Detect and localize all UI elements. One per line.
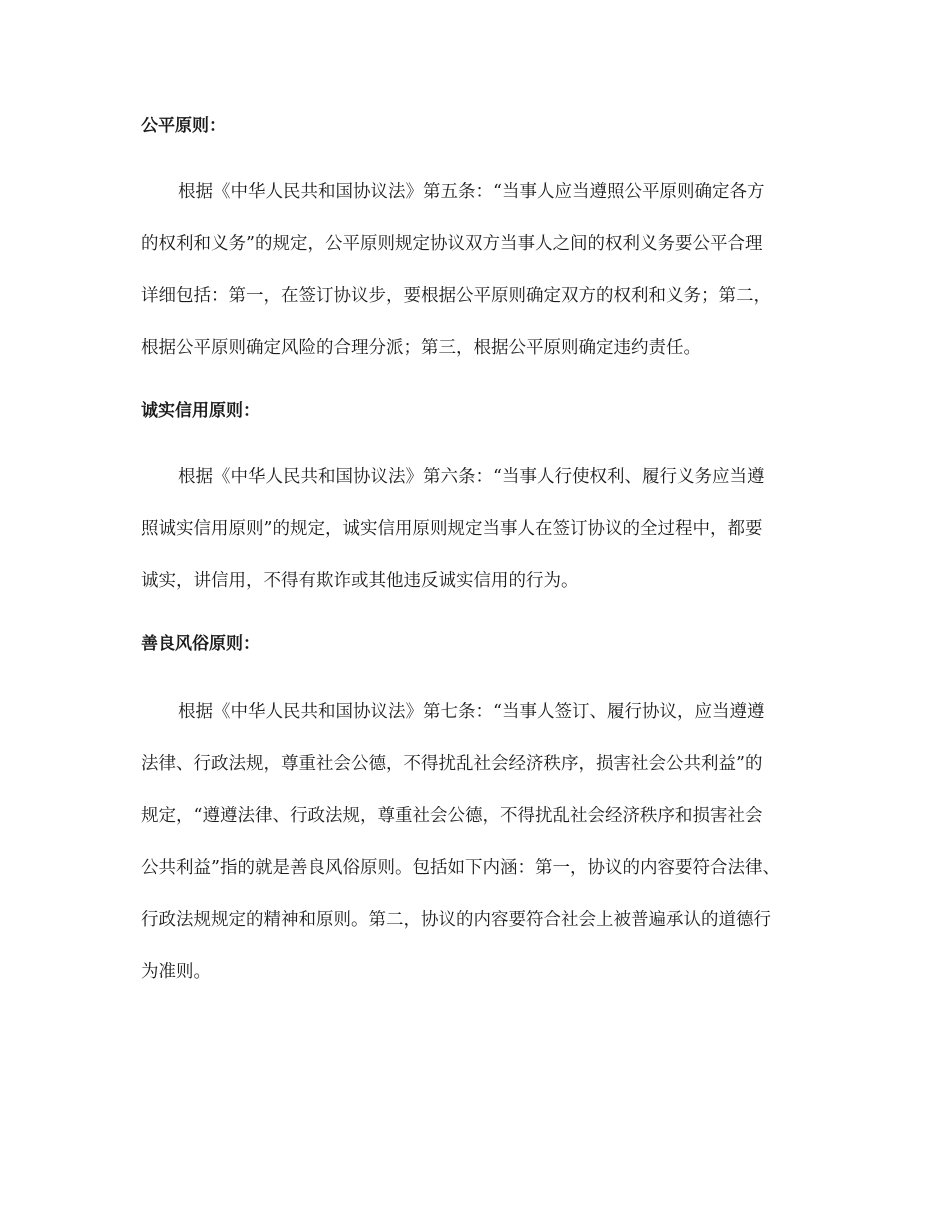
- section-heading-fairness: 公平原则：: [141, 116, 226, 136]
- paragraph-line: 法律、行政法规，尊重社会公德，不得扰乱社会经济秩序，损害社会公共利益”的: [141, 754, 763, 774]
- paragraph-line: 根据公平原则确定风险的合理分派；第三，根据公平原则确定违约责任。: [141, 338, 701, 358]
- paragraph-line: 为准则。: [141, 962, 211, 982]
- paragraph-line: 根据《中华人民共和国协议法》第七条：“当事人签订、履行协议，应当遵遵: [178, 702, 765, 722]
- paragraph-line: 规定，“遵遵法律、行政法规，尊重社会公德，不得扰乱社会经济秩序和损害社会: [141, 806, 763, 826]
- paragraph-line: 详细包括：第一，在签订协议步，要根据公平原则确定双方的权利和义务；第二，: [141, 286, 771, 306]
- section-heading-public-order: 善良风俗原则：: [141, 634, 260, 654]
- paragraph-line: 公共利益”指的就是善良风俗原则。包括如下内涵：第一，协议的内容要符合法律、: [141, 858, 780, 878]
- paragraph-line: 的权利和义务”的规定，公平原则规定协议双方当事人之间的权利义务要公平合理: [141, 234, 763, 254]
- paragraph-line: 根据《中华人民共和国协议法》第六条：“当事人行使权利、履行义务应当遵: [178, 467, 765, 487]
- paragraph-line: 诚实，讲信用，不得有欺诈或其他违反诚实信用的行为。: [141, 571, 579, 591]
- paragraph-line: 行政法规规定的精神和原则。第二，协议的内容要符合社会上被普遍承认的道德行: [141, 910, 771, 930]
- paragraph-line: 根据《中华人民共和国协议法》第五条：“当事人应当遵照公平原则确定各方: [178, 182, 765, 202]
- section-heading-good-faith: 诚实信用原则：: [141, 401, 260, 421]
- paragraph-line: 照诚实信用原则”的规定，诚实信用原则规定当事人在签订协议的全过程中，都要: [141, 519, 763, 539]
